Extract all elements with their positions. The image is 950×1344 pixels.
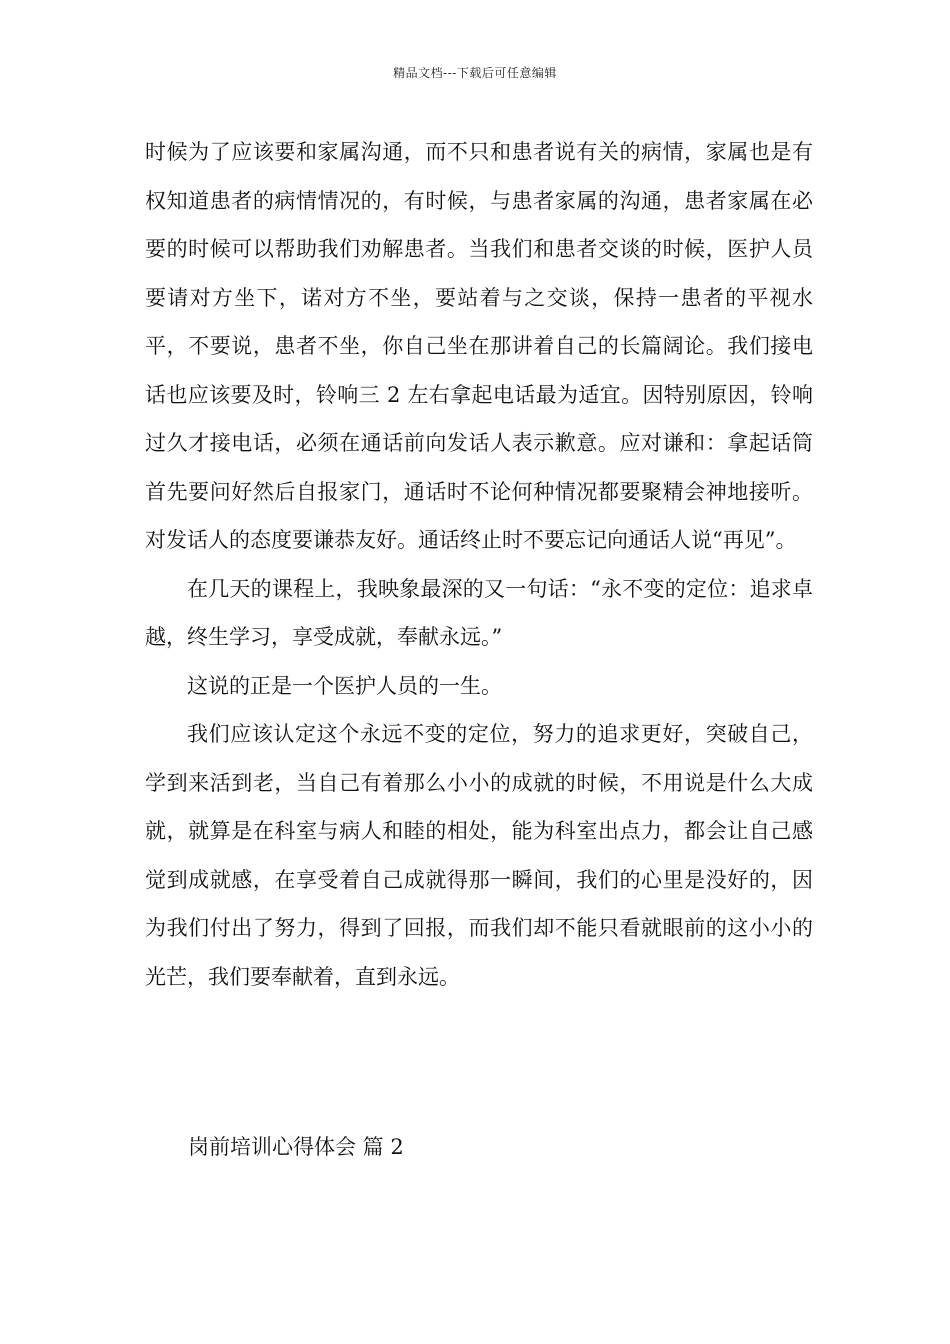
- page-header: 精品文档---下载后可任意编辑: [393, 66, 557, 80]
- paragraph-quote: 在几天的课程上，我映象最深的又一句话：“永不变的定位：追求卓越，终生学习，享受成就，奉献永远。”: [145, 576, 813, 649]
- document-body: [145, 128, 813, 1001]
- paragraph-continuation: 时候为了应该要和家属沟通，而不只和患者说有关的病情，家属也是有权知道患者的病情情况的，有时候，与患者家属的沟通，患者家属在必要的时候可以帮助我们劝解患者。当我们和患者交谈的时候，医护人员要请对方坐下，诺对方不坐，要站着与之交谈，保持一患者的平视水平，不要说，患者不坐，你自己坐在那讲着自己的长篇阔论。我们接电话也应该要及时，铃响三 2 左右拿起电话最为适宜。因特别原因，铃响过久才接电话，必须在通话前向发话人表示歉意。应对谦和：拿起话筒首先要问好然后自报家门，通话时不论何种情况都要聚精会神地接听。对发话人的态度要谦恭友好。通话终止时不要忘记向通话人说“再见”。: [145, 140, 813, 552]
- section-title: 岗前培训心得体会 篇 2: [188, 1135, 404, 1159]
- paragraph-reflection: 我们应该认定这个永远不变的定位，努力的追求更好，突破自己，学到来活到老，当自己有着那么小小的成就的时候，不用说是什么大成就，就算是在科室与病人和睦的相处，能为科室出点力，都会让自己感觉到成就感，在享受着自己成就得那一瞬间，我们的心里是没好的，因为我们付出了努力，得到了回报，而我们却不能只看就眼前的这小小的光芒，我们要奉献着，直到永远。: [145, 722, 813, 989]
- paragraph-summary: 这说的正是一个医护人员的一生。: [187, 673, 502, 698]
